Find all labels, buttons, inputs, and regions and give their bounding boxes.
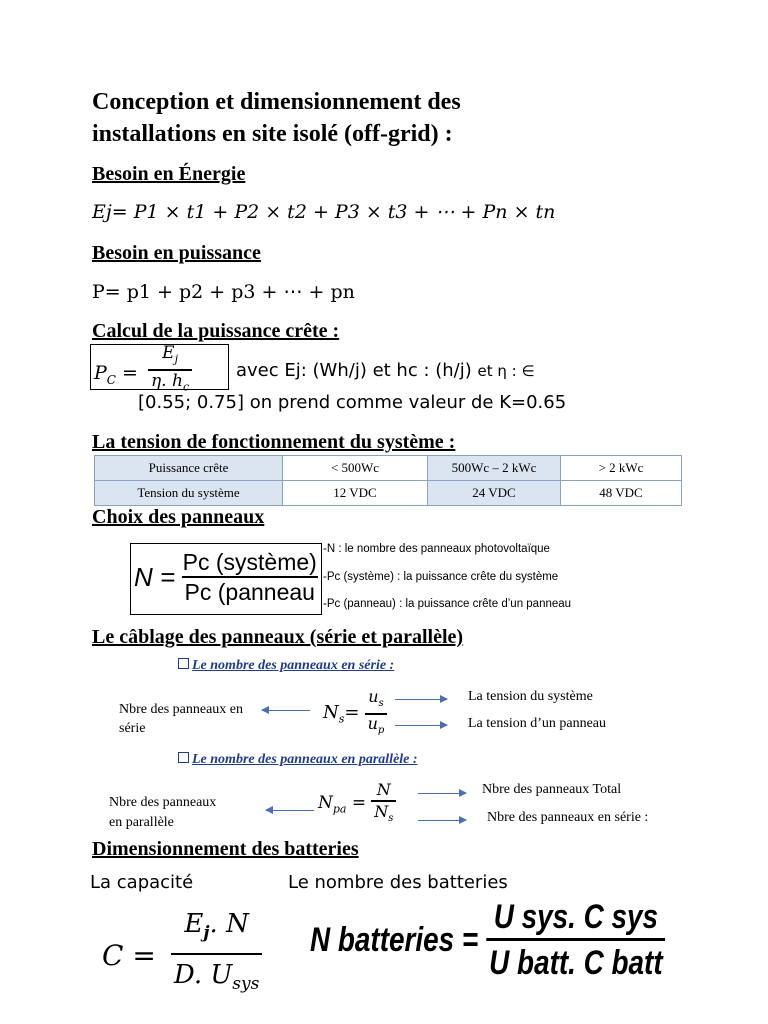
count-den: U batt. C batt bbox=[487, 938, 665, 985]
panels-note-n: -N : le nombre des panneaux photovoltaïque bbox=[323, 543, 550, 555]
serie-left-label bbox=[119, 700, 243, 738]
title-line-2: installations en site isolé (off-grid) : bbox=[92, 121, 453, 147]
tension-table-wrap bbox=[94, 455, 682, 506]
table-cell: < 500Wc bbox=[283, 456, 428, 481]
peak-formula: $P_C$ = $\frac{E_j}{\eta. h_c}$ bbox=[94, 343, 192, 398]
cap-num-sub: j bbox=[203, 923, 210, 944]
panels-den: Pc (panneau bbox=[182, 576, 318, 606]
cap-num: E bbox=[184, 909, 204, 939]
par-num: N bbox=[376, 780, 391, 799]
peak-text-2: [0.55; 0.75] on prend comme valeur de K=0.65 bbox=[138, 392, 567, 413]
serie-right-2: La tension d’un panneau bbox=[468, 716, 607, 731]
energy-formula-text: Ej= P1 × t1 + P2 × t2 + P3 × t3 + ⋯ + Pn × tn bbox=[92, 201, 556, 223]
serie-den: u bbox=[367, 714, 378, 734]
power-formula bbox=[92, 281, 355, 303]
count-num: U sys. C sys bbox=[493, 898, 659, 936]
peak-den-sub: c bbox=[182, 380, 190, 394]
heading-energy: Besoin en Énergie bbox=[92, 163, 246, 185]
panels-formula bbox=[134, 548, 320, 606]
panels-note-panel: -Pc (panneau) : la puissance crête d’un panneau bbox=[323, 598, 572, 610]
peak-num: E bbox=[162, 343, 175, 363]
heading-panels: Choix des panneaux bbox=[92, 506, 265, 528]
par-right-2: Nbre des panneaux en série : bbox=[487, 810, 649, 825]
heading-wiring: Le câblage des panneaux (série et parallèle) bbox=[92, 626, 464, 648]
serie-lhs: N bbox=[323, 702, 339, 724]
table-row bbox=[95, 456, 682, 481]
serie-num: u bbox=[368, 687, 379, 706]
table-cell: Puissance crête bbox=[95, 456, 283, 481]
label-battery-count: Le nombre des batteries bbox=[288, 872, 508, 893]
power-formula-text: P= p1 + p2 + p3 + ⋯ + pn bbox=[92, 281, 355, 303]
arrow-right-icon bbox=[418, 820, 466, 821]
par-lhs: N bbox=[318, 793, 333, 814]
heading-peak-power: Calcul de la puissance crête : bbox=[92, 320, 340, 342]
serie-right-1: La tension du système bbox=[468, 689, 593, 704]
serie-left-line1: Nbre des panneaux en bbox=[119, 702, 244, 717]
table-cell: 12 VDC bbox=[283, 481, 428, 506]
peak-lhs: P bbox=[94, 361, 107, 384]
serie-left-line2: série bbox=[119, 721, 146, 736]
par-left-label bbox=[109, 793, 216, 833]
heading-tension: La tension de fonctionnement du système : bbox=[92, 431, 456, 453]
par-title-row bbox=[178, 750, 418, 768]
panels-note-system: -Pc (système) : la puissance crête du système bbox=[323, 571, 559, 583]
title-line-1: Conception et dimensionnement des bbox=[92, 89, 461, 115]
count-lhs: N batteries = bbox=[310, 921, 479, 959]
par-left-line2: en parallèle bbox=[109, 815, 174, 830]
table-cell: > 2 kWc bbox=[561, 456, 682, 481]
table-cell: 500Wc – 2 kWc bbox=[428, 456, 561, 481]
par-den: N bbox=[374, 802, 389, 821]
cap-den-sub: sys bbox=[232, 974, 260, 995]
serie-den-sub: p bbox=[377, 725, 385, 737]
par-lhs-sub: pa bbox=[332, 802, 347, 816]
cap-den: D. U bbox=[173, 960, 233, 991]
table-cell: 48 VDC bbox=[561, 481, 682, 506]
peak-text-1 bbox=[236, 360, 535, 381]
table-row bbox=[95, 481, 682, 506]
checkbox-icon bbox=[178, 658, 189, 669]
arrow-right-icon bbox=[395, 725, 447, 726]
arrow-right-icon bbox=[395, 699, 447, 700]
peak-lhs-sub: C bbox=[106, 372, 116, 387]
label-capacity: La capacité bbox=[90, 872, 194, 893]
par-formula: $N_{pa}$ = $\frac{N}{N_s}$ bbox=[318, 780, 396, 829]
arrow-right-icon bbox=[418, 793, 466, 794]
panels-lhs: N = bbox=[134, 561, 176, 592]
par-left-line1: Nbre des panneaux bbox=[109, 795, 217, 810]
serie-num-sub: s bbox=[378, 698, 384, 710]
peak-den: η. h bbox=[151, 371, 183, 392]
cap-num-rest: . N bbox=[209, 909, 249, 939]
heading-batteries: Dimensionnement des batteries bbox=[92, 838, 359, 860]
page-title bbox=[92, 86, 461, 150]
peak-text-1-eta: et η : ∈ bbox=[477, 362, 535, 380]
table-cell: Tension du système bbox=[95, 481, 283, 506]
battery-count-formula bbox=[310, 896, 665, 985]
arrow-left-icon bbox=[266, 810, 314, 811]
peak-num-sub: j bbox=[174, 352, 178, 366]
panels-num: Pc (système) bbox=[182, 549, 317, 575]
serie-title-row bbox=[178, 656, 394, 674]
heading-power: Besoin en puissance bbox=[92, 242, 261, 264]
peak-text-1-main: avec Ej: (Wh/j) et hc : (h/j) bbox=[236, 360, 472, 381]
serie-title: Le nombre des panneaux en série : bbox=[192, 658, 395, 673]
arrow-left-icon bbox=[262, 710, 310, 711]
serie-lhs-sub: s bbox=[338, 712, 345, 726]
capacity-formula: C = $\frac{E_j. N}{D. U_{sys}}$ bbox=[102, 906, 262, 1004]
checkbox-icon bbox=[178, 752, 189, 763]
tension-table bbox=[94, 455, 682, 506]
cap-lhs: C bbox=[102, 938, 124, 972]
par-title: Le nombre des panneaux en parallèle : bbox=[192, 752, 418, 767]
par-right-1: Nbre des panneaux Total bbox=[482, 782, 622, 797]
energy-formula bbox=[92, 201, 555, 223]
serie-formula: $N_s=$ $\frac{u_s}{u_p}$ bbox=[323, 688, 387, 740]
table-cell: 24 VDC bbox=[428, 481, 561, 506]
par-den-sub: s bbox=[388, 813, 394, 825]
